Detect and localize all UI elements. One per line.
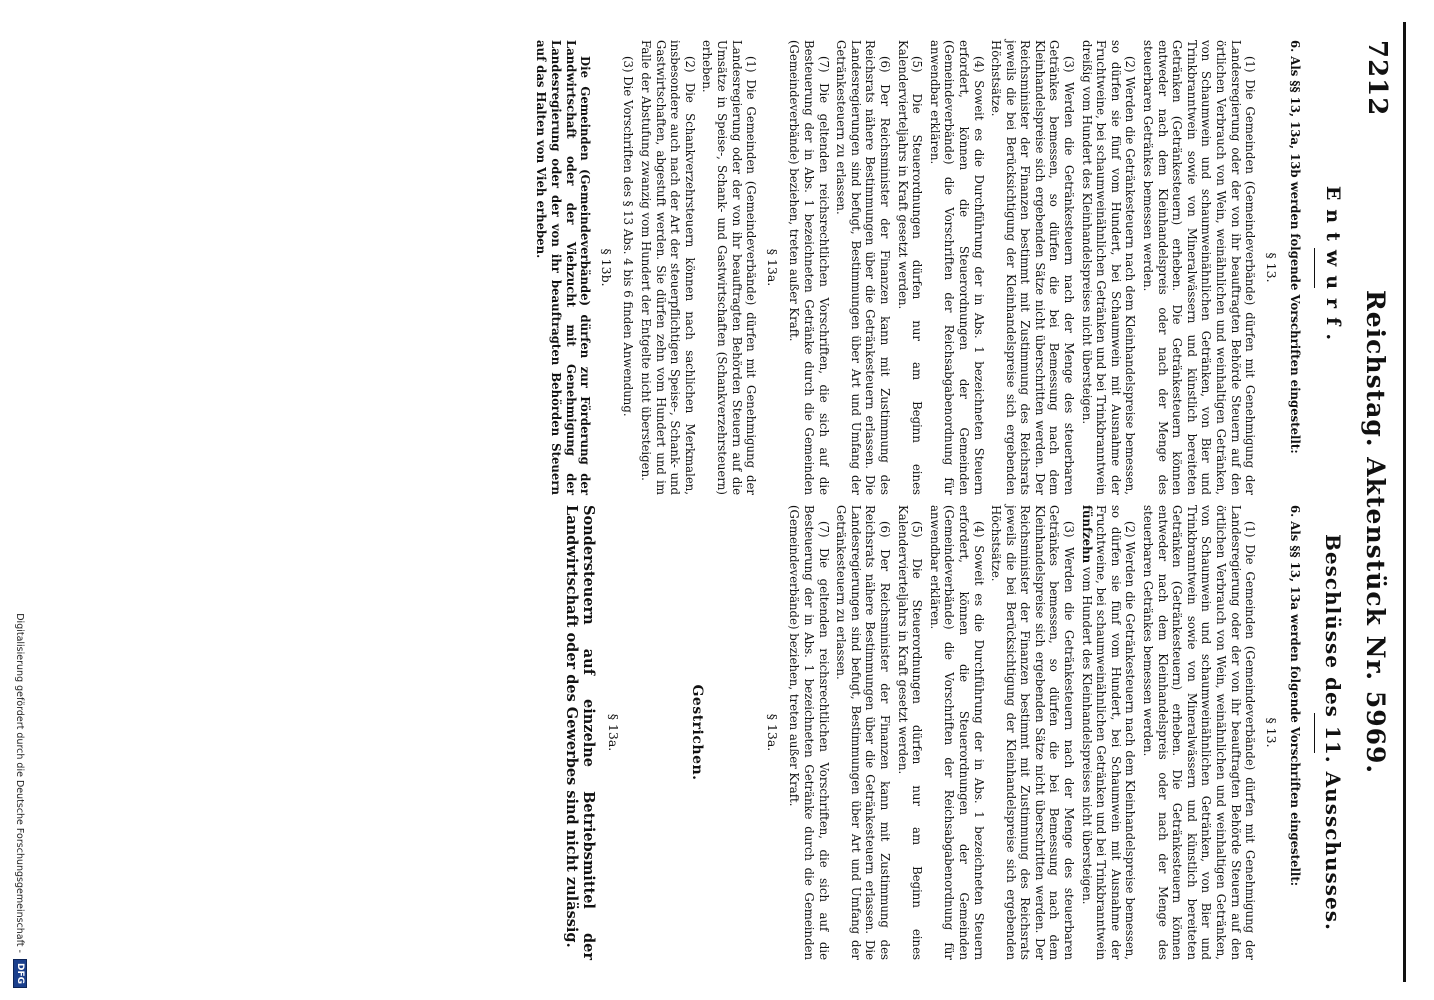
paragraph: (5) Die Steuerordnungen dürfen nur am Beginn eines Kalendervierteljahrs in Kraft gesetzt werden. xyxy=(895,505,925,960)
heading-rule xyxy=(1314,713,1315,753)
heading-rule xyxy=(1314,248,1315,288)
section-title: § 13a. xyxy=(764,248,780,287)
paragraph: (4) Soweit es die Durchführung der in Abs. 1 bezeichneten Steuern erfordert, können die Steuerordnungen der Gemeinden (Gemeindeverbände) die Vorschriften der Reichsabgabenordnung für anwendbar erklären. xyxy=(927,505,986,960)
section-title: § 13a. xyxy=(764,713,780,752)
struck-note: Gestrichen. xyxy=(689,684,706,781)
paragraph: (6) Der Reichsminister der Finanzen kann mit Zustimmung des Reichsrats nähere Bestimmungen über die Getränkesteuern erlassen. Die Landesregierungen sind befugt, Bestimmungen über Art und Umfang der Getränkesteuern zu erlassen. xyxy=(834,505,892,960)
column-entwurf xyxy=(531,40,1342,495)
page-number: 7212 xyxy=(1362,40,1392,117)
section-title: § 13. xyxy=(1263,252,1279,283)
scan-credit xyxy=(9,0,31,1000)
paragraph: (1) Die Gemeinden (Gemeindeverbände) dürfen mit Genehmigung der Landesregierung oder der von ihr beauftragten Behörde Steuern auf den örtlichen Verbrauch von Wein, weinähnlichen und weinhaltigen Getränken, von Schaumwein und schaumweinähnlichen Getränken, von Bier und Trinkbranntwein sowie von Mineralwässern und künstlich bereiteten Getränken (Getränkesteuern) erheben. Die Getränkesteuern können entweder nach dem Kleinhandelspreis oder nach der Menge des steuerbaren Getränkes bemessen werden. xyxy=(1141,505,1258,960)
paragraph xyxy=(1079,505,1137,960)
paragraph-bold: Sondersteuern auf einzelne Betriebsmittel der Landwirtschaft oder des Gewerbes sind nicht zulässig. xyxy=(563,505,598,960)
section-title: § 13. xyxy=(1263,717,1279,748)
paragraph: (1) Die Gemeinden (Gemeindeverbände) dürfen mit Genehmigung der Landesregierung oder der von ihr beauftragten Behörde Steuern auf den örtlichen Verbrauch von Wein, weinähnlichen und weinhaltigen Getränken, von Schaumwein und schaumweinähnlichen Getränken, von Bier und Trinkbranntwein sowie von Mineralwässern und künstlich bereiteten Getränken (Getränkesteuern) erheben. Die Getränkesteuern können entweder nach dem Kleinhandelspreis oder nach der Menge des steuerbaren Getränkes bemessen werden. xyxy=(1141,40,1258,495)
scan-credit-text: Digitalisierung gefördert durch die Deutsche Forschungsgemeinschaft - xyxy=(14,613,26,953)
intro-text: 6. Als §§ 13, 13a werden folgende Vorschriften eingestellt: xyxy=(1288,505,1303,887)
paragraph: (4) Soweit es die Durchführung der in Abs. 1 bezeichneten Steuern erfordert, können die Steuerordnungen der Gemeinden (Gemeindeverbände) die Vorschriften der Reichsabgabenordnung für anwendbar erklären. xyxy=(927,40,986,495)
paragraph: (3) Werden die Getränkesteuern nach der Menge des steuerbaren Getränkes bemessen, so dürfen die bei Bemessung nach dem Kleinhandelspreise sich ergebenden Sätze nicht überschritten werden. Der Reichsminister der Finanzen bestimmt mit Zustimmung des Reichsrats jeweils die bei Berücksichtigung der Kleinhandelspreise sich ergebenden Höchstsätze. xyxy=(989,40,1077,495)
paragraph: (6) Der Reichsminister der Finanzen kann mit Zustimmung des Reichsrats nähere Bestimmungen über die Getränkesteuern erlassen. Die Landesregierungen sind befugt, Bestimmungen über Art und Umfang der Getränkesteuern zu erlassen. xyxy=(834,40,892,495)
column-heading: Entwurf. xyxy=(1322,185,1344,350)
section-title: § 13a. xyxy=(605,713,621,752)
paragraph: (2) Werden die Getränkesteuern nach dem Kleinhandelspreise bemessen, so dürfen sie fünf vom Hundert, bei Schaumwein mit Ausnahme der Fruchtweine, bei schaumweinähnlichen Getränken und bei Trinkbranntwein dreißig vom Hundert des Kleinhandelspreises nicht übersteigen. xyxy=(1079,40,1138,495)
paragraph: (3) Die Vorschriften des § 13 Abs. 4 bis 6 finden Anwendung. xyxy=(621,56,636,417)
section-title: § 13b. xyxy=(598,248,614,287)
intro-text: 6. Als §§ 13, 13a, 13b werden folgende Vorschriften eingestellt: xyxy=(1288,40,1303,454)
header-rule xyxy=(1403,22,1406,982)
column-beschluesse xyxy=(563,505,1345,960)
column-heading: Beschlüsse des 11. Ausschusses. xyxy=(1321,534,1345,931)
paragraph: (3) Werden die Getränkesteuern nach der Menge des steuerbaren Getränkes bemessen, so dürfen die bei Bemessung nach dem Kleinhandelspreise sich ergebenden Sätze nicht überschritten werden. Der Reichsminister der Finanzen bestimmt mit Zustimmung des Reichsrats jeweils die bei Berücksichtigung der Kleinhandelspreise sich ergebenden Höchstsätze. xyxy=(989,505,1077,960)
paragraph-text: (2) Werden die Getränkesteuern nach dem Kleinhandelspreise bemessen, so dürfen sie fünf vom Hundert, bei Schaumwein mit Ausnahme der Fruchtweine, bei schaumweinähnlichen Getränken und bei Trinkbranntwein xyxy=(1094,505,1138,960)
paragraph: (7) Die geltenden reichsrechtlichen Vorschriften, die sich auf die Besteuerung der in Abs. 1 bezeichneten Getränke durch die Gemeinden (Gemeindeverbände) beziehen, treten außer Kraft. xyxy=(787,505,831,960)
journal-title: Reichstag. Aktenstück Nr. 5969. xyxy=(1361,290,1390,775)
paragraph: (1) Die Gemeinden (Gemeindeverbände) dürfen mit Genehmigung der Landesregierung oder der von ihr beauftragten Behörden Steuern auf die Umsätze in Speise-, Schank- und Gastwirtschaften (Schankverzehrsteuern) erheben. xyxy=(700,40,759,495)
paragraph-text: vom Hundert des Kleinhandelspreises nicht übersteigen. xyxy=(1079,566,1094,905)
paragraph: Die Gemeinden (Gemeindeverbände) dürfen zur Förderung der Landwirtschaft oder der Viehzucht mit Genehmigung der Landesregierung oder der von ihr beauftragten Behörden Steuern auf das Halten von Vieh erheben. xyxy=(534,40,593,495)
amended-word: fünfzehn xyxy=(1079,505,1094,564)
paragraph: (5) Die Steuerordnungen dürfen nur am Beginn eines Kalendervierteljahrs in Kraft gesetzt werden. xyxy=(895,40,925,495)
paragraph: (2) Die Schankverzehrsteuern können nach sachlichen Merkmalen, insbesondere auch nach der Art der steuerpflichtigen Speise-, Schank- und Gastwirtschaften, abgestuft werden. Sie dürfen zehn vom Hundert und im Falle der Abstufung zwanzig vom Hundert der Entgelte nicht übersteigen. xyxy=(639,40,697,495)
dfg-logo: DFG xyxy=(13,959,27,988)
paragraph: (7) Die geltenden reichsrechtlichen Vorschriften, die sich auf die Besteuerung der in Abs. 1 bezeichneten Getränke durch die Gemeinden (Gemeindeverbände) beziehen, treten außer Kraft. xyxy=(787,40,831,495)
